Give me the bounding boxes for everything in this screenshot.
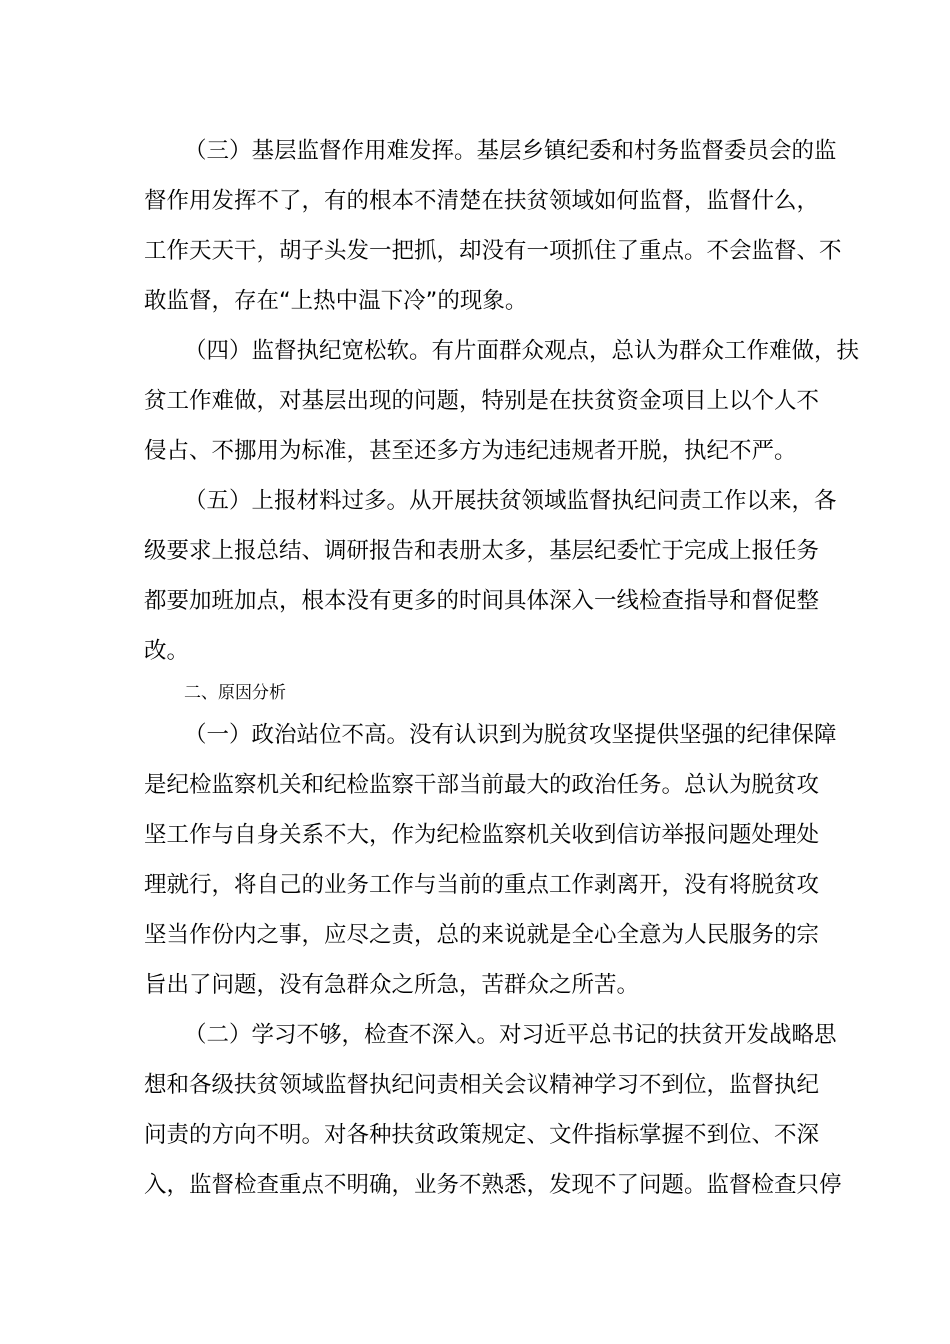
section-heading: 二、原因分析 (184, 683, 286, 703)
text-line: 工作天天干，胡子头发一把抓，却没有一项抓住了重点。不会监督、不 (144, 238, 842, 264)
text-line: 入，监督检查重点不明确，业务不熟悉，发现不了问题。监督检查只停 (144, 1172, 842, 1198)
text-line: 坚工作与自身关系不大，作为纪检监察机关收到信访举报问题处理处 (144, 822, 820, 848)
text-line: （三）基层监督作用难发挥。基层乡镇纪委和村务监督委员会的监 (184, 138, 837, 164)
text-line: 改。 (144, 638, 190, 664)
paragraph-political-stance (144, 710, 837, 1010)
text-line: 想和各级扶贫领域监督执纪问责相关会议精神学习不到位，监督执纪 (144, 1072, 820, 1098)
text-line: 理就行，将自己的业务工作与当前的重点工作剥离开，没有将脱贫攻 (144, 872, 820, 898)
paragraph-discipline-lax (144, 326, 860, 476)
text-line: 敢监督，存在“上热中温下冷”的现象。 (144, 288, 528, 314)
paragraph-insufficient-study (144, 1010, 842, 1210)
text-line: 督作用发挥不了，有的根本不清楚在扶贫领域如何监督，监督什么， (144, 188, 820, 214)
paragraph-supervision-role (144, 126, 842, 326)
text-line: 问责的方向不明。对各种扶贫政策规定、文件指标掌握不到位、不深 (144, 1122, 820, 1148)
text-line: （四）监督执纪宽松软。有片面群众观点，总认为群众工作难做，扶 (184, 338, 860, 364)
text-line: 贫工作难做，对基层出现的问题，特别是在扶贫资金项目上以个人不 (144, 388, 820, 414)
paragraph-excess-reports (144, 476, 837, 676)
text-line: 侵占、不挪用为标准，甚至还多方为违纪违规者开脱，执纪不严。 (144, 438, 797, 464)
document-page (144, 126, 860, 1210)
text-line: （五）上报材料过多。从开展扶贫领域监督执纪问责工作以来，各 (184, 488, 837, 514)
text-line: 是纪检监察机关和纪检监察干部当前最大的政治任务。总认为脱贫攻 (144, 772, 820, 798)
text-line: 级要求上报总结、调研报告和表册太多，基层纪委忙于完成上报任务 (144, 538, 820, 564)
text-line: （二）学习不够，检查不深入。对习近平总书记的扶贫开发战略思 (184, 1022, 837, 1048)
text-line: 旨出了问题，没有急群众之所急，苦群众之所苦。 (144, 972, 640, 998)
text-line: 都要加班加点，根本没有更多的时间具体深入一线检查指导和督促整 (144, 588, 820, 614)
text-line: 坚当作份内之事，应尽之责，总的来说就是全心全意为人民服务的宗 (144, 922, 820, 948)
text-line: （一）政治站位不高。没有认识到为脱贫攻坚提供坚强的纪律保障 (184, 722, 837, 748)
